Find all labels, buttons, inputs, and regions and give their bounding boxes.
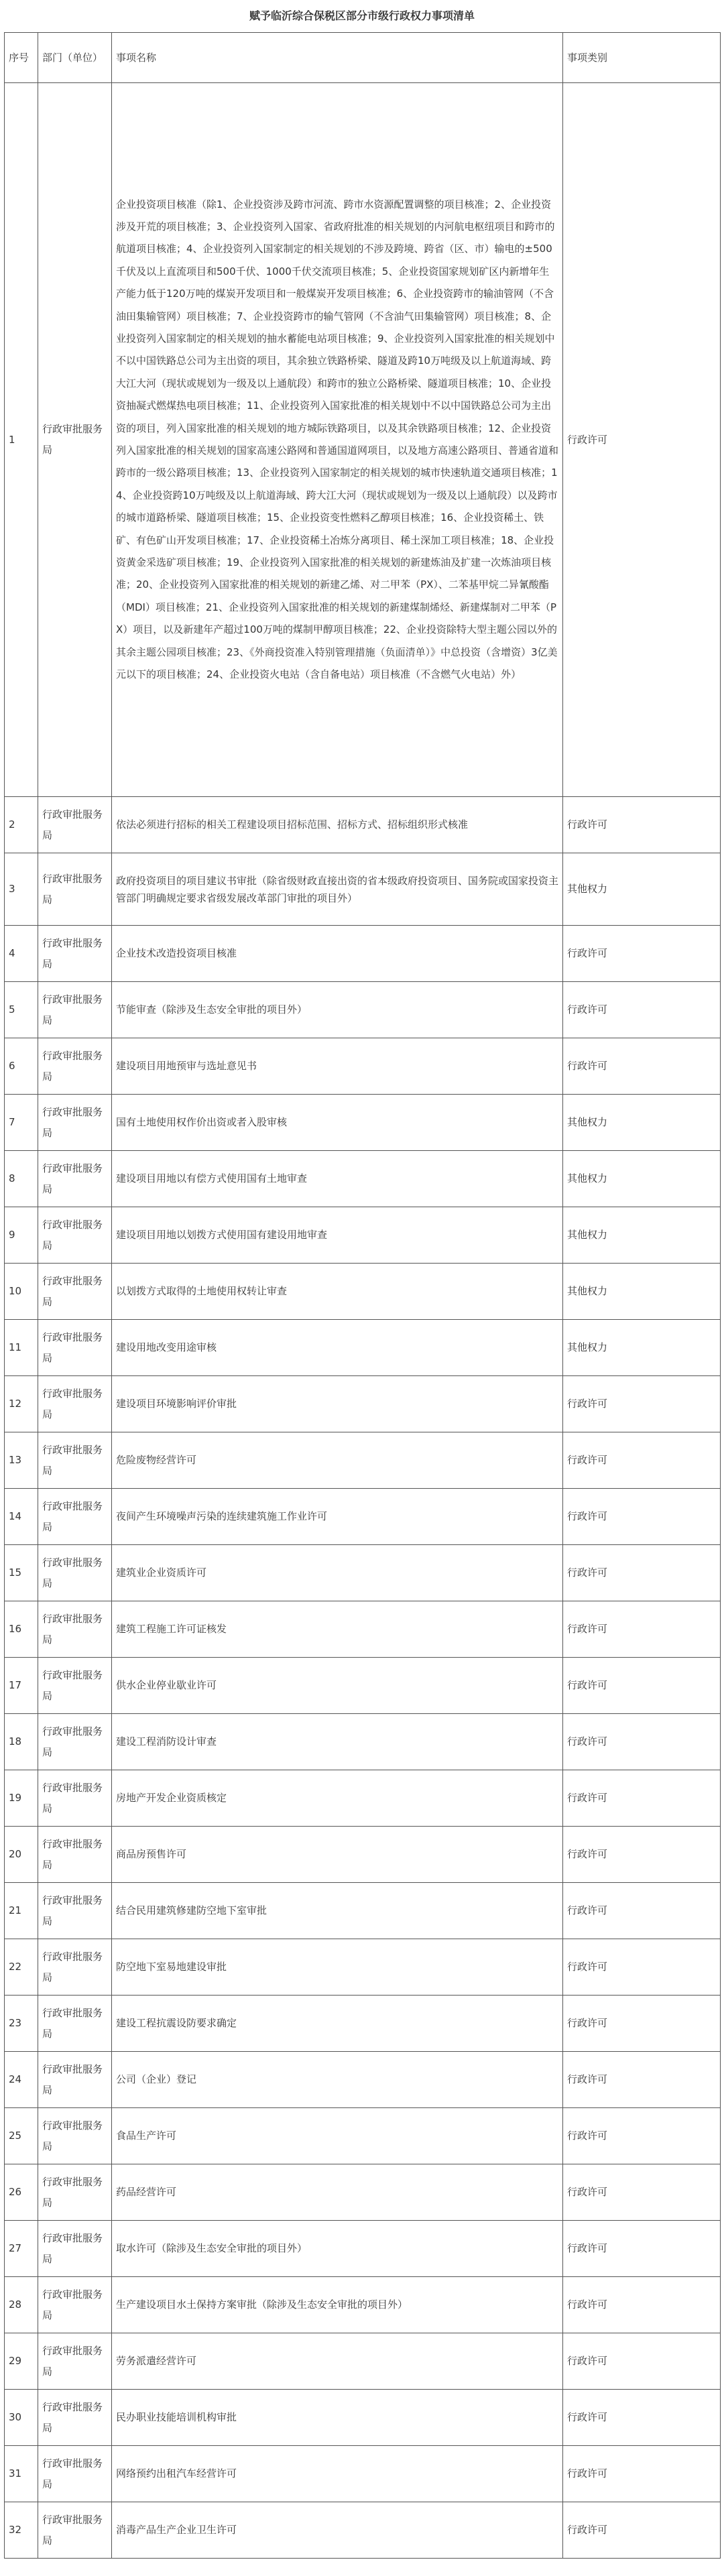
table-row: [5, 982, 721, 1038]
row-name: 房地产开发企业资质核定: [112, 1770, 563, 1827]
table-row: [5, 1320, 721, 1376]
row-name: 建设用地改变用途审核: [112, 1320, 563, 1376]
row-no: 24: [5, 2052, 38, 2108]
row-type: 行政许可: [563, 1038, 721, 1095]
row-type: 行政许可: [563, 1432, 721, 1489]
row-dept: 行政审批服务局: [38, 1545, 112, 1601]
row-type: 行政许可: [563, 1714, 721, 1770]
row-name: 公司（企业）登记: [112, 2052, 563, 2108]
row-name: 建设项目用地以划拨方式使用国有建设用地审查: [112, 1207, 563, 1264]
row-dept: 行政审批服务局: [38, 1320, 112, 1376]
row-type: 其他权力: [563, 1095, 721, 1151]
table-row: [5, 2502, 721, 2559]
row-no: 29: [5, 2333, 38, 2390]
row-no: 12: [5, 1376, 38, 1432]
table-row: [5, 1658, 721, 1714]
header-type: 事项类别: [563, 33, 721, 83]
table-row: [5, 1827, 721, 1883]
row-no: 1: [5, 83, 38, 797]
table-row: [5, 1264, 721, 1320]
row-no: 28: [5, 2277, 38, 2333]
row-dept: 行政审批服务局: [38, 1827, 112, 1883]
table-row: [5, 83, 721, 797]
row-dept: 行政审批服务局: [38, 2446, 112, 2502]
table-row: [5, 1151, 721, 1207]
table-row: [5, 1095, 721, 1151]
row-dept: 行政审批服务局: [38, 797, 112, 853]
row-type: 行政许可: [563, 83, 721, 797]
row-dept: 行政审批服务局: [38, 2333, 112, 2390]
row-no: 21: [5, 1883, 38, 1939]
row-dept: 行政审批服务局: [38, 926, 112, 982]
row-name: 建设工程消防设计审查: [112, 1714, 563, 1770]
row-dept: 行政审批服务局: [38, 1883, 112, 1939]
row-type: 行政许可: [563, 2052, 721, 2108]
table-row: [5, 1883, 721, 1939]
row-type: 行政许可: [563, 1770, 721, 1827]
row-no: 9: [5, 1207, 38, 1264]
row-dept: 行政审批服务局: [38, 1658, 112, 1714]
row-dept: 行政审批服务局: [38, 1151, 112, 1207]
table-row: [5, 1432, 721, 1489]
row-no: 8: [5, 1151, 38, 1207]
row-no: 3: [5, 853, 38, 926]
table-row: [5, 1489, 721, 1545]
row-type: 行政许可: [563, 1545, 721, 1601]
header-no: 序号: [5, 33, 38, 83]
table-row: [5, 2052, 721, 2108]
row-name: 企业投资项目核准（除1、企业投资涉及跨市河流、跨市水资源配置调整的项目核准；2、企业投资涉及开荒的项目核准；3、企业投资列入国家、省政府批准的相关规划的内河航电枢纽项目和跨市的航道项目核准；4、企业投资列入国家制定的相关规划的不涉及跨境、跨省（区、市）输电的±500千伏及以上直流项目和500千伏、1000千伏交流项目核准；5、企业投资国家规划矿区内新增年生产能力低于120万吨的煤炭开发项目和一般煤炭开发项目核准；6、企业投资跨市的输油管网（不含油田集输管网）项目核准；7、企业投资跨市的输气管网（不含油气田集输管网）项目核准；8、企业投资列入国家制定的相关规划的抽水蓄能电站项目核准；9、企业投资列入国家批准的相关规划中不以中国铁路总公司为主出资的项目，其余独立铁路桥梁、隧道及跨10万吨级及以上航道海域、跨大江大河（现状或规划为一级及以上通航段）和跨市的独立公路桥梁、隧道项目核准；10、企业投资抽凝式燃煤热电项目核准；11、企业投资列入国家批准的相关规划中不以中国铁路总公司为主出资的项目，列入国家批准的相关规划的地方城际铁路项目，以及其余铁路项目核准；12、企业投资列入国家批准的相关规划的国家高速公路网和普通国道网项目，以及地方高速公路项目、普通省道和跨市的一级公路项目核准；13、企业投资列入国家制定的相关规划的城市快速轨道交通项目核准；14、企业投资跨10万吨级及以上航道海域、跨大江大河（现状或规划为一级及以上通航段）以及跨市的城市道路桥梁、隧道项目核准；15、企业投资变性燃料乙醇项目核准；16、企业投资稀土、铁矿、有色矿山开发项目核准；17、企业投资稀土冶炼分离项目、稀土深加工项目核准；18、企业投资黄金采选矿项目核准；19、企业投资列入国家批准的相关规划的新建炼油及扩建一次炼油项目核准；20、企业投资列入国家批准的相关规划的新建乙烯、对二甲苯（PX）、二苯基甲烷二异氰酸酯（MDI）项目核准；21、企业投资列入国家批准的相关规划的新建煤制烯烃、新建煤制对二甲苯（PX）项目，以及新建年产超过100万吨的煤制甲醇项目核准；22、企业投资除特大型主题公园以外的其余主题公园项目核准；23、《外商投资准入特别管理措施（负面清单）》中总投资（含增资）3亿美元以下的项目核准；24、企业投资火电站（含自备电站）项目核准（不含燃气火电站）外）: [112, 83, 563, 797]
row-name: 商品房预售许可: [112, 1827, 563, 1883]
table-row: [5, 1939, 721, 1996]
row-type: 其他权力: [563, 1151, 721, 1207]
table-row: [5, 926, 721, 982]
table-row: [5, 2221, 721, 2277]
row-type: 行政许可: [563, 2502, 721, 2559]
row-no: 2: [5, 797, 38, 853]
row-type: 行政许可: [563, 2221, 721, 2277]
row-dept: 行政审批服务局: [38, 1432, 112, 1489]
row-name: 国有土地使用权作价出资或者入股审核: [112, 1095, 563, 1151]
row-name: 取水许可（除涉及生态安全审批的项目外）: [112, 2221, 563, 2277]
row-type: 行政许可: [563, 1996, 721, 2052]
row-name: 食品生产许可: [112, 2108, 563, 2164]
table-row: [5, 1714, 721, 1770]
row-dept: 行政审批服务局: [38, 1714, 112, 1770]
row-no: 7: [5, 1095, 38, 1151]
row-dept: 行政审批服务局: [38, 1038, 112, 1095]
row-dept: 行政审批服务局: [38, 1770, 112, 1827]
table-row: [5, 1601, 721, 1658]
row-name: 建筑工程施工许可证核发: [112, 1601, 563, 1658]
row-dept: 行政审批服务局: [38, 2277, 112, 2333]
row-no: 16: [5, 1601, 38, 1658]
table-row: [5, 1545, 721, 1601]
row-dept: 行政审批服务局: [38, 2221, 112, 2277]
table-row: [5, 2390, 721, 2446]
row-name: 防空地下室易地建设审批: [112, 1939, 563, 1996]
row-name: 消毒产品生产企业卫生许可: [112, 2502, 563, 2559]
document-title: 赋予临沂综合保税区部分市级行政权力事项清单: [249, 9, 475, 22]
row-type: 行政许可: [563, 2390, 721, 2446]
row-type: 行政许可: [563, 982, 721, 1038]
row-name: 夜间产生环境噪声污染的连续建筑施工作业许可: [112, 1489, 563, 1545]
row-no: 20: [5, 1827, 38, 1883]
table-row: [5, 2446, 721, 2502]
row-dept: 行政审批服务局: [38, 2502, 112, 2559]
row-name: 药品经营许可: [112, 2164, 563, 2221]
row-dept: 行政审批服务局: [38, 2164, 112, 2221]
row-type: 行政许可: [563, 1376, 721, 1432]
row-no: 18: [5, 1714, 38, 1770]
row-dept: 行政审批服务局: [38, 83, 112, 797]
row-type: 行政许可: [563, 1601, 721, 1658]
row-dept: 行政审批服务局: [38, 2108, 112, 2164]
table-row: [5, 2277, 721, 2333]
table-row: [5, 2108, 721, 2164]
row-name: 劳务派遣经营许可: [112, 2333, 563, 2390]
row-type: 行政许可: [563, 1658, 721, 1714]
row-name: 供水企业停业歇业许可: [112, 1658, 563, 1714]
row-name: 以划拨方式取得的土地使用权转让审查: [112, 1264, 563, 1320]
row-no: 30: [5, 2390, 38, 2446]
row-no: 17: [5, 1658, 38, 1714]
row-type: 行政许可: [563, 2108, 721, 2164]
row-dept: 行政审批服务局: [38, 2390, 112, 2446]
row-no: 5: [5, 982, 38, 1038]
row-no: 15: [5, 1545, 38, 1601]
table-row: [5, 1038, 721, 1095]
row-no: 25: [5, 2108, 38, 2164]
row-no: 26: [5, 2164, 38, 2221]
row-no: 4: [5, 926, 38, 982]
row-dept: 行政审批服务局: [38, 1996, 112, 2052]
row-name: 民办职业技能培训机构审批: [112, 2390, 563, 2446]
row-dept: 行政审批服务局: [38, 1601, 112, 1658]
row-type: 其他权力: [563, 1320, 721, 1376]
row-name: 企业技术改造投资项目核准: [112, 926, 563, 982]
row-type: 行政许可: [563, 926, 721, 982]
row-name: 建设工程抗震设防要求确定: [112, 1996, 563, 2052]
table-row: [5, 1376, 721, 1432]
row-no: 14: [5, 1489, 38, 1545]
row-type: 行政许可: [563, 2164, 721, 2221]
row-no: 11: [5, 1320, 38, 1376]
table-row: [5, 1996, 721, 2052]
row-type: 行政许可: [563, 1883, 721, 1939]
row-type: 行政许可: [563, 2446, 721, 2502]
row-type: 行政许可: [563, 1827, 721, 1883]
row-name: 网络预约出租汽车经营许可: [112, 2446, 563, 2502]
row-no: 10: [5, 1264, 38, 1320]
row-name: 依法必须进行招标的相关工程建设项目招标范围、招标方式、招标组织形式核准: [112, 797, 563, 853]
row-type: 其他权力: [563, 1264, 721, 1320]
row-dept: 行政审批服务局: [38, 1095, 112, 1151]
row-no: 23: [5, 1996, 38, 2052]
row-dept: 行政审批服务局: [38, 1939, 112, 1996]
row-dept: 行政审批服务局: [38, 2052, 112, 2108]
row-type: 其他权力: [563, 1207, 721, 1264]
power-list-table: [4, 32, 721, 2559]
row-no: 22: [5, 1939, 38, 1996]
table-row: [5, 1770, 721, 1827]
row-name: 节能审查（除涉及生态安全审批的项目外）: [112, 982, 563, 1038]
row-name: 生产建设项目水土保持方案审批（除涉及生态安全审批的项目外）: [112, 2277, 563, 2333]
table-row: [5, 797, 721, 853]
row-no: 31: [5, 2446, 38, 2502]
table-row: [5, 2164, 721, 2221]
row-no: 27: [5, 2221, 38, 2277]
table-row: [5, 853, 721, 926]
row-name: 危险废物经营许可: [112, 1432, 563, 1489]
row-dept: 行政审批服务局: [38, 982, 112, 1038]
row-name: 结合民用建筑修建防空地下室审批: [112, 1883, 563, 1939]
table-body: [5, 83, 721, 2559]
row-dept: 行政审批服务局: [38, 1264, 112, 1320]
row-name: 建设项目用地以有偿方式使用国有土地审查: [112, 1151, 563, 1207]
row-name: 建筑业企业资质许可: [112, 1545, 563, 1601]
row-dept: 行政审批服务局: [38, 853, 112, 926]
row-no: 32: [5, 2502, 38, 2559]
header-name: 事项名称: [112, 33, 563, 83]
row-type: 其他权力: [563, 853, 721, 926]
row-dept: 行政审批服务局: [38, 1207, 112, 1264]
header-dept: 部门（单位）: [38, 33, 112, 83]
row-type: 行政许可: [563, 1489, 721, 1545]
table-row: [5, 2333, 721, 2390]
row-name: 建设项目环境影响评价审批: [112, 1376, 563, 1432]
row-type: 行政许可: [563, 2333, 721, 2390]
row-dept: 行政审批服务局: [38, 1376, 112, 1432]
row-name: 政府投资项目的项目建议书审批（除省级财政直接出资的省本级政府投资项目、国务院或国家投资主管部门明确规定要求省级发展改革部门审批的项目外）: [112, 853, 563, 926]
table-header-row: [5, 33, 721, 83]
table-row: [5, 1207, 721, 1264]
row-no: 6: [5, 1038, 38, 1095]
row-type: 行政许可: [563, 2277, 721, 2333]
row-no: 19: [5, 1770, 38, 1827]
row-type: 行政许可: [563, 1939, 721, 1996]
row-name: 建设项目用地预审与选址意见书: [112, 1038, 563, 1095]
row-dept: 行政审批服务局: [38, 1489, 112, 1545]
row-type: 行政许可: [563, 797, 721, 853]
row-no: 13: [5, 1432, 38, 1489]
